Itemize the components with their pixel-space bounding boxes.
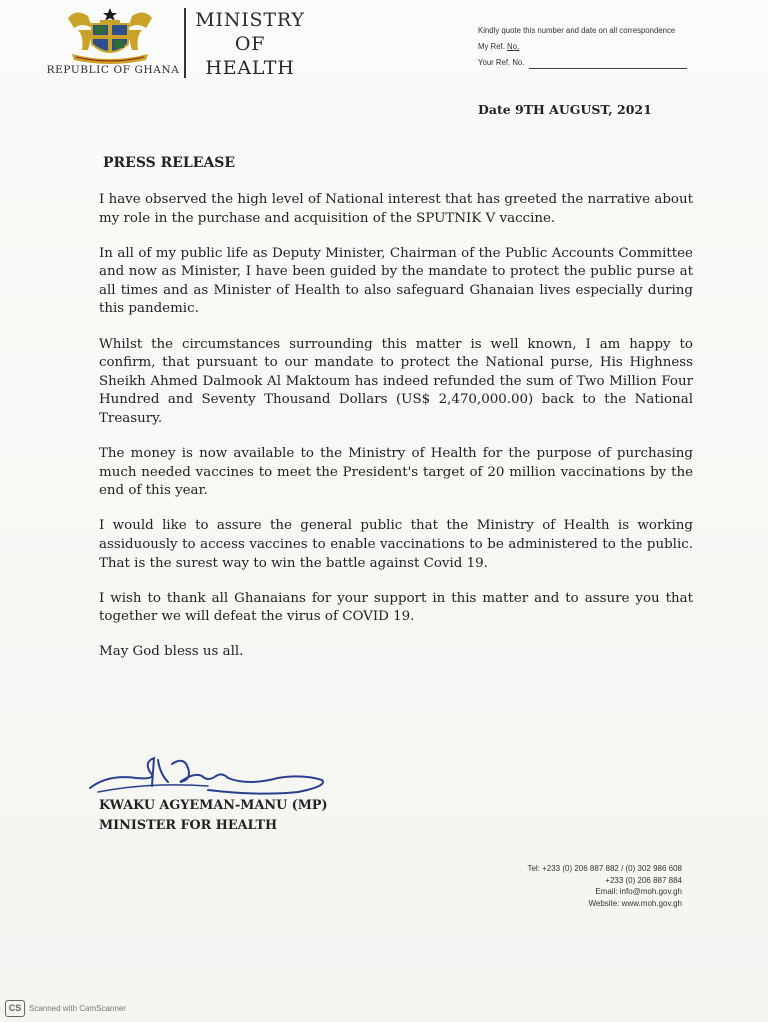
paragraph: May God bless us all.	[99, 644, 244, 660]
contact-telephone-alt: +233 (0) 206 887 884	[605, 875, 682, 885]
my-ref-value: No.	[507, 42, 520, 51]
contact-email: Email: info@moh.gov.gh	[595, 887, 682, 896]
paragraph: The money is now available to the Ministry of Health for the purpose of purchasing much needed vaccines to meet the President's target of 20 million vaccinations by the end of this year.	[99, 446, 693, 499]
your-ref-line	[478, 57, 708, 73]
letterhead-divider	[184, 8, 186, 78]
press-release-body	[99, 191, 693, 678]
contact-telephone: Tel: +233 (0) 206 887 882 / (0) 302 986 608	[527, 864, 682, 873]
letter-date: Date 9TH AUGUST, 2021	[478, 102, 652, 117]
your-ref-blank	[529, 59, 687, 69]
paragraph: I have observed the high level of National interest that has greeted the narrative about my role in the purchase and acquisition of the SPUTNIK V vaccine.	[99, 192, 693, 226]
reference-note: Kindly quote this number and date on all correspondence	[478, 26, 676, 35]
ministry-line: MINISTRY	[195, 9, 305, 31]
paragraph: Whilst the circumstances surrounding this matter is well known, I am happy to confirm, that pursuant to our mandate to protect the National purse, His Highness Sheikh Ahmed Dalmook Al Maktoum has indeed refunded the sum of Two Million Four Hundred and Seventy Thousand Dollars (US$ 2,470,000.00) back to the National Treasury.	[99, 336, 693, 426]
ministry-name	[192, 8, 308, 80]
contact-details	[470, 863, 682, 909]
ghana-coat-of-arms-icon	[62, 6, 158, 66]
signatory	[99, 796, 328, 836]
reference-block	[478, 25, 708, 73]
paragraph: I wish to thank all Ghanaians for your support in this matter and to assure you that together we will defeat the virus of COVID 19.	[99, 590, 693, 625]
ministry-line: HEALTH	[205, 57, 295, 79]
paragraph: I would like to assure the general public that the Ministry of Health is working assiduously to access vaccines to enable vaccinations to be administered to the public. That is the surest way to win the battle against Covid 19.	[99, 518, 693, 571]
signatory-name: KWAKU AGYEMAN-MANU (MP)	[99, 798, 328, 813]
paragraph: In all of my public life as Deputy Minister, Chairman of the Public Accounts Committee and now as Minister, I have been guided by the mandate to protect the public purse at all times and as Minister of Health to also safeguard Ghanaian lives especially during this pandemic.	[99, 245, 693, 317]
signatory-position: MINISTER FOR HEALTH	[99, 818, 278, 833]
handwritten-signature	[88, 752, 338, 800]
republic-of-ghana-label: REPUBLIC OF GHANA	[46, 64, 180, 76]
your-ref-label: Your Ref. No.	[478, 58, 525, 67]
contact-website: Website: www.moh.gov.gh	[588, 898, 682, 908]
camscanner-watermark: Scanned with CamScanner	[29, 1004, 126, 1013]
camscanner-logo-icon: CS	[5, 1000, 25, 1017]
ministry-line: OF	[234, 33, 266, 55]
my-ref-label: My Ref.	[478, 42, 505, 51]
document-title: PRESS RELEASE	[103, 155, 236, 171]
my-ref-line	[478, 41, 708, 57]
